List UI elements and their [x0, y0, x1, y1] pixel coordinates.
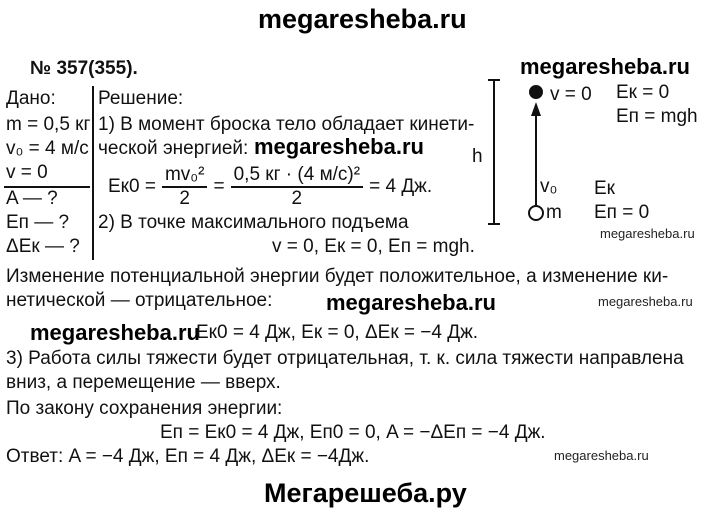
- change-equation: Eк0 = 4 Дж, Eк = 0, ΔEк = −4 Дж.: [196, 322, 479, 343]
- top-velocity: v = 0: [550, 84, 592, 105]
- answer-line: Ответ: A = −4 Дж, Eп = 4 Дж, ΔEк = −4Дж.: [6, 446, 370, 467]
- watermark-given: megaresheba.ru: [254, 134, 424, 159]
- formula-equals: =: [213, 176, 225, 197]
- step1-line2: ческой энергией:: [98, 138, 249, 159]
- top-ball: [529, 85, 543, 99]
- watermark-bottom-small: megaresheba.ru: [554, 448, 649, 463]
- change-line1: Изменение потенциальной энергии будет положительное, а изменение ки-: [6, 266, 669, 287]
- given-v0: v₀ = 4 м/с: [6, 138, 89, 159]
- conservation-equation: Eп = Eк0 = 4 Дж, Eп0 = 0, A = −ΔEп = −4 Дж.: [160, 422, 546, 443]
- ek0-formula: [108, 164, 432, 210]
- watermark-top: megaresheba.ru: [258, 4, 467, 34]
- value-denominator: 2: [291, 188, 303, 209]
- given-v: v = 0: [6, 162, 48, 183]
- top-ek: Eк = 0: [616, 82, 670, 103]
- height-label: h: [472, 146, 483, 167]
- top-ep: Eп = mgh: [616, 106, 698, 127]
- mass-label: m: [546, 202, 562, 223]
- formula-result: = 4 Дж.: [369, 176, 433, 197]
- watermark-mid: megaresheba.ru: [326, 290, 496, 315]
- formula-numerator: mv₀²: [162, 164, 208, 188]
- bottom-ep: Eп = 0: [594, 202, 650, 223]
- unknown-dek: ΔEк — ?: [6, 236, 80, 257]
- problem-number: № 357(355).: [30, 58, 138, 79]
- given-header: Дано:: [6, 88, 56, 109]
- bottom-ek: Eк: [594, 178, 615, 199]
- formula-fraction: [162, 164, 208, 210]
- watermark-side-small: megaresheba.ru: [598, 294, 693, 309]
- step2-line2: v = 0, Eк = 0, Eп = mgh.: [272, 236, 475, 257]
- step1-line1: 1) В момент броска тело обладает кинети-: [98, 114, 475, 135]
- given-separator: [92, 86, 94, 260]
- change-line2: нетической — отрицательное:: [6, 290, 273, 311]
- step3-line2: вниз, а перемещение — вверх.: [6, 372, 281, 393]
- watermark-diagram: megaresheba.ru: [520, 54, 690, 79]
- watermark-diagram-small: megaresheba.ru: [600, 226, 695, 241]
- v0-label: v₀: [540, 176, 558, 197]
- v0-arrow-head: [531, 102, 541, 116]
- watermark-footer: Мегарешеба.ру: [264, 478, 467, 508]
- solution-header: Решение:: [98, 88, 184, 109]
- conservation-line: По закону сохранения энергии:: [6, 398, 283, 419]
- unknown-work: A — ?: [6, 188, 58, 209]
- given-mass: m = 0,5 кг: [6, 114, 91, 135]
- step2-line1: 2) В точке максимального подъема: [98, 212, 409, 233]
- formula-denominator: 2: [179, 188, 190, 209]
- value-fraction: [231, 164, 364, 210]
- value-numerator: 0,5 кг · (4 м/с)²: [231, 164, 364, 188]
- watermark-left-inline: megaresheba.ru: [30, 320, 200, 345]
- step3-line1: 3) Работа силы тяжести будет отрицательная, т. к. сила тяжести направлена: [6, 348, 684, 369]
- unknown-ep: Eп — ?: [6, 212, 70, 233]
- ek0-lhs: Eк0 =: [108, 176, 156, 197]
- bottom-ball: [529, 206, 543, 220]
